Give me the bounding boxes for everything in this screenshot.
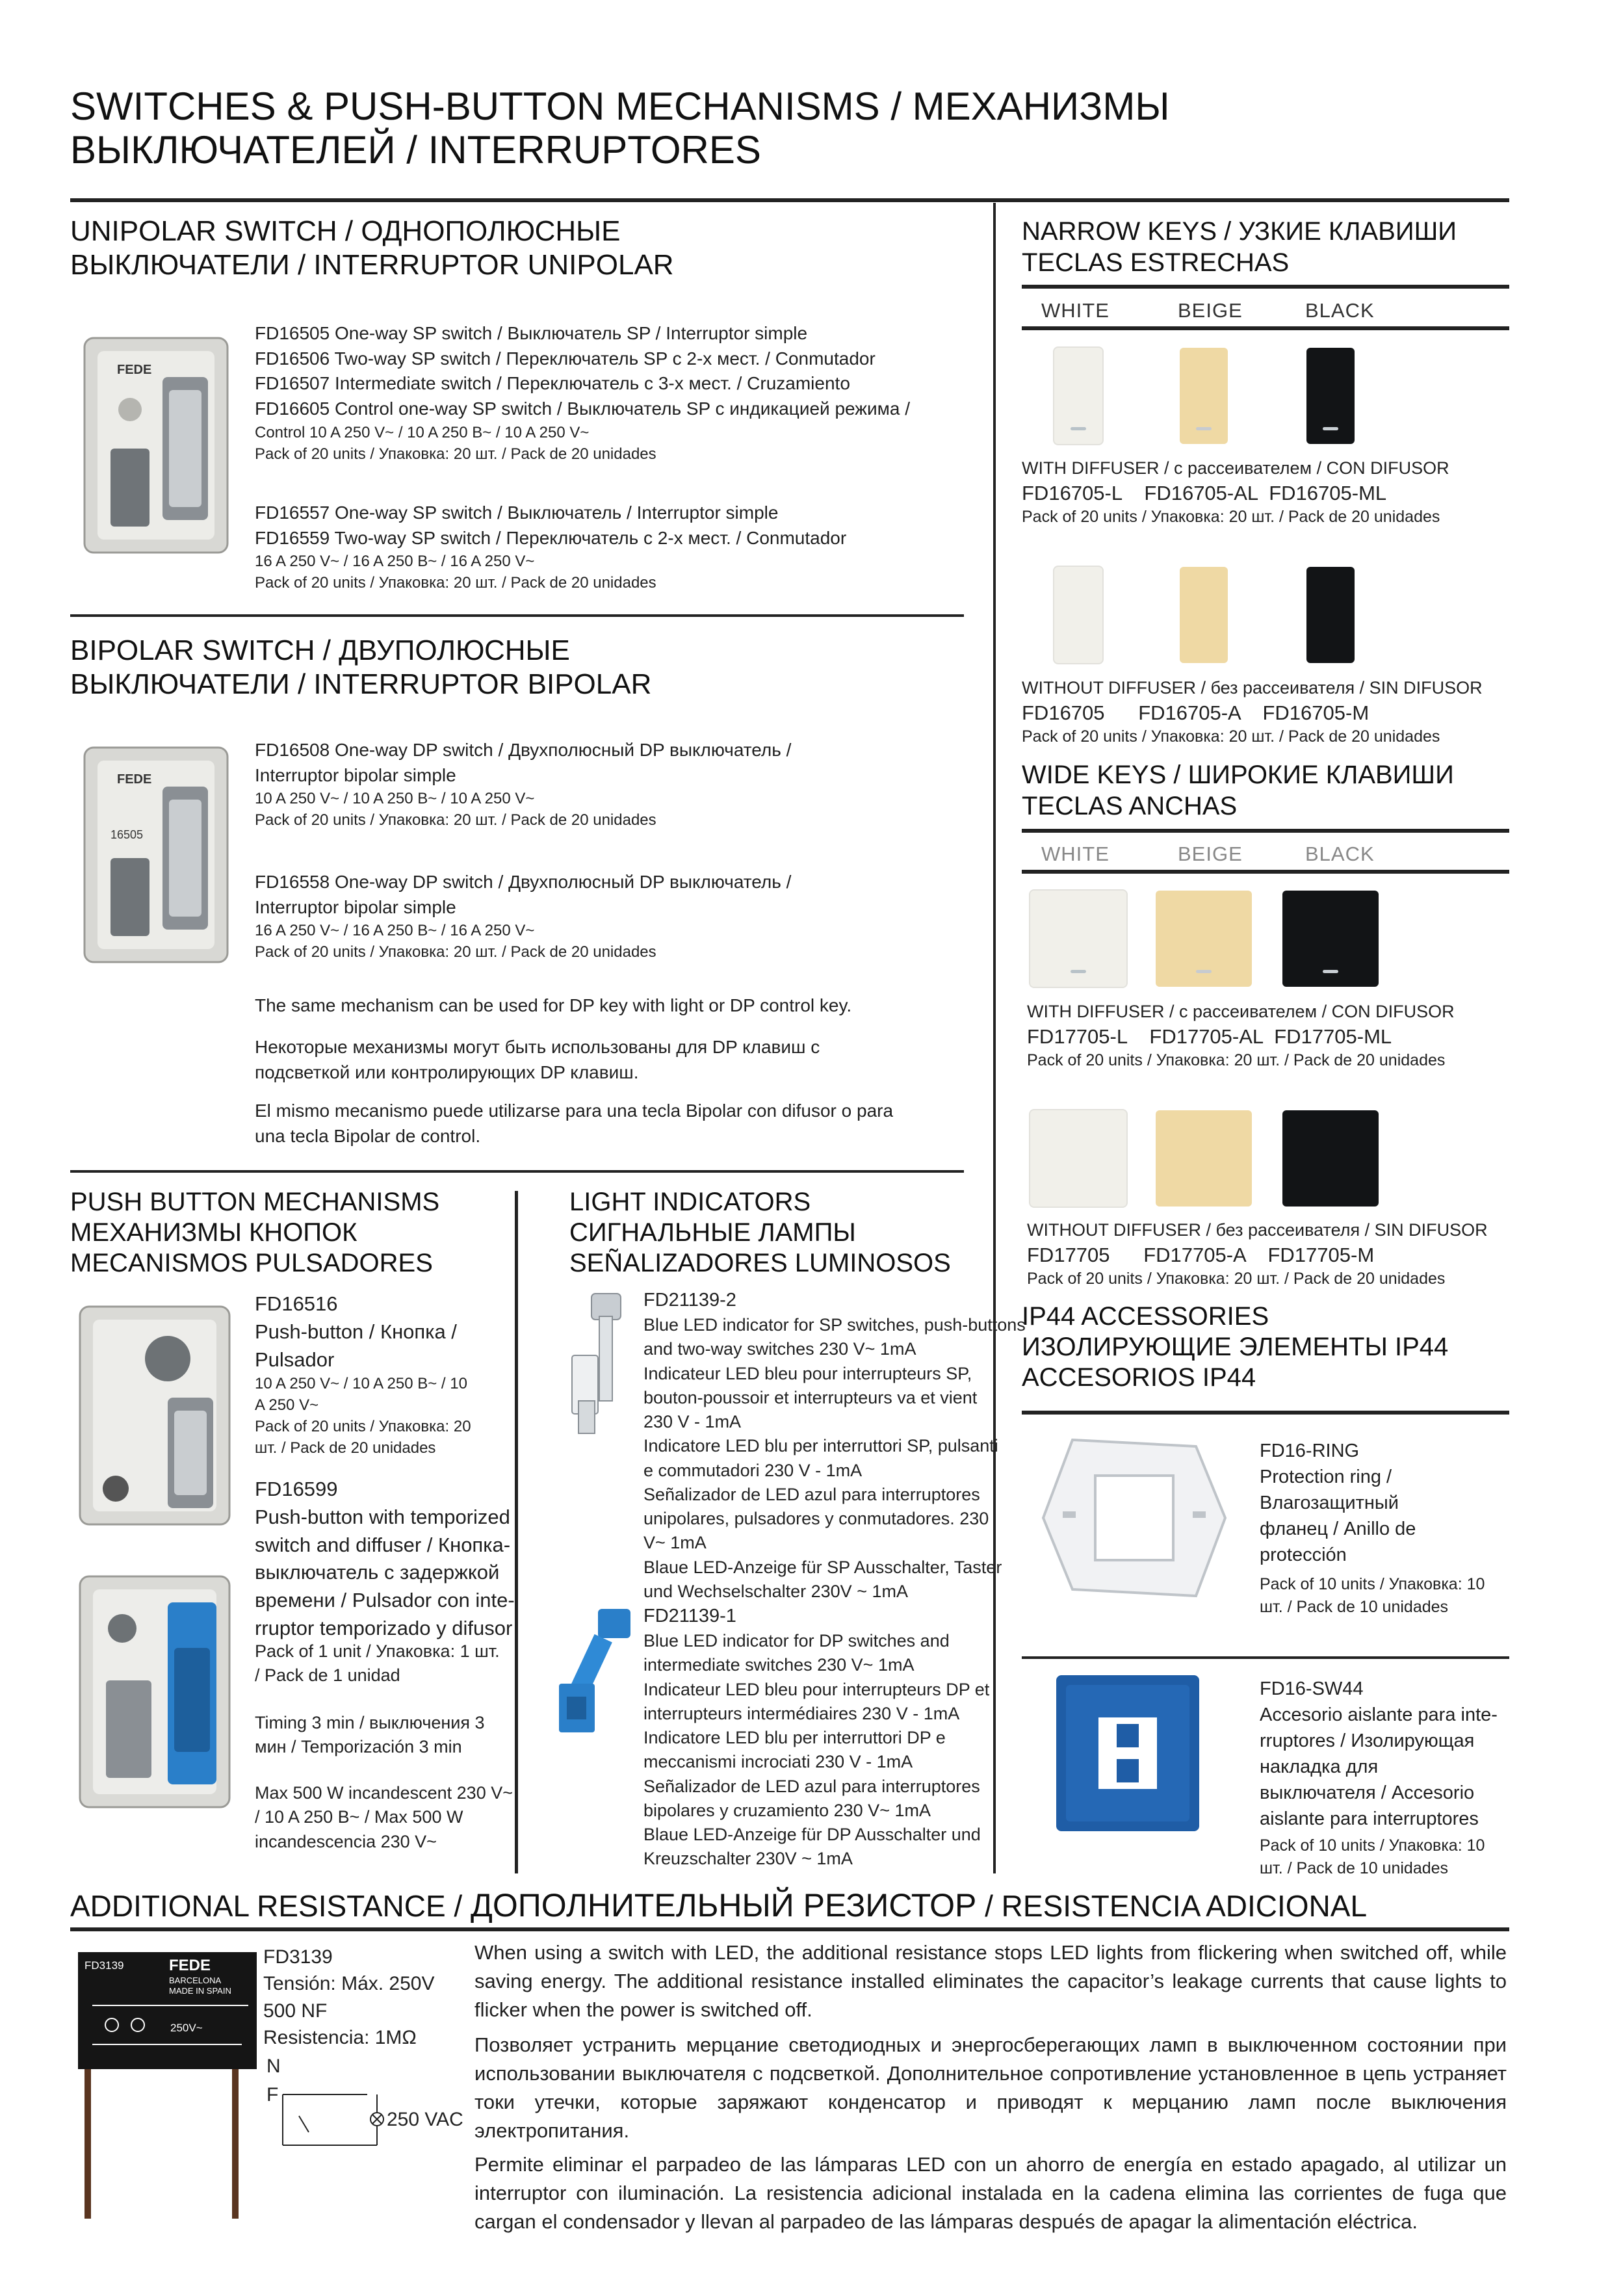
- resistance-circuit-diagram: [263, 2054, 471, 2152]
- wide-white-without-diffuser-key: [1030, 1110, 1126, 1207]
- ip44-rule-mid: [1022, 1656, 1509, 1659]
- unipolar-rule: [70, 614, 964, 617]
- bipolar-switch-image: [71, 735, 240, 975]
- narrow-beige-with-diffuser-key: [1180, 348, 1228, 444]
- indicator-dp-line: Kreuzschalter 230V ~ 1mA: [643, 1849, 853, 1869]
- bipolar-block-1: [255, 738, 791, 831]
- unipolar-line: FD16559 Two-way SP switch / Переключатель с 2-х мест. / Conmutador: [255, 527, 847, 548]
- indicators-heading: [569, 1187, 951, 1279]
- indicator-dp-line: Blue LED indicator for DP switches and: [643, 1631, 950, 1651]
- indicator-dp-code: FD21139-1: [643, 1606, 736, 1626]
- bipolar-heading-line-1: BIPOLAR SWITCH / ДВУПОЛЮСНЫЕ: [70, 634, 570, 666]
- resistance-specs: [263, 1944, 434, 2052]
- push-heading-line: МЕХАНИЗМЫ КНОПОК: [70, 1218, 357, 1247]
- wide-black-with-diffuser-key: [1282, 891, 1379, 987]
- ip44-ring: [1260, 1438, 1416, 1568]
- bipolar-note-en: [255, 993, 851, 1019]
- ip44-ring-line: Protection ring /: [1260, 1467, 1392, 1488]
- ip44-sw: [1260, 1676, 1498, 1832]
- indicator-sp: [643, 1287, 1026, 1604]
- push-p2: [255, 1476, 515, 1643]
- push-p1-small: [255, 1373, 471, 1459]
- narrow-without-label: WITHOUT DIFFUSER / без рассеивателя / SIN DIFUSOR: [1022, 678, 1483, 698]
- resistance-para-ru: Позволяет устранить мерцание светодиодных и энергосберегающих ламп в выключенном состоянии при использовании выключателя с подсветкой. Дополнительное сопротивление установленное в цепь устраняет токи утечки, которые заряжают конденсатор и приводят к мерцанию ламп после выключения электропитания.: [474, 2033, 1507, 2143]
- wide-white-with-diffuser-key: [1030, 891, 1126, 987]
- push-button-image: [70, 1300, 246, 1534]
- narrow-white-without-diffuser-key: [1054, 567, 1102, 663]
- ip44-sw-pack-line: Pack of 10 units / Упаковка: 10: [1260, 1836, 1485, 1855]
- indicator-dp-line: Señalizador de LED azul para interruptores: [643, 1776, 980, 1796]
- bipolar-rating: 10 A 250 V~ / 10 A 250 B~ / 10 A 250 V~: [255, 790, 535, 808]
- narrow-with-label: WITH DIFFUSER / с рассеивателем / CON DIFUSOR: [1022, 458, 1449, 478]
- push-p2-line: Push-button with temporized: [255, 1505, 510, 1528]
- push-heading: [70, 1187, 439, 1279]
- ip44-sw-line: aislante para interruptores: [1260, 1808, 1479, 1830]
- wide-with-pack: Pack of 20 units / Упаковка: 20 шт. / Pack de 20 unidades: [1027, 1051, 1446, 1069]
- wide-col-white: WHITE: [1041, 842, 1110, 865]
- bipolar-pack: Pack of 20 units / Упаковка: 20 шт. / Pack de 20 unidades: [255, 943, 656, 961]
- page-title-line-2: ВЫКЛЮЧАТЕЛЕЙ / INTERRUPTORES: [70, 128, 761, 172]
- indicator-sp-line: Blue LED indicator for SP switches, push-buttons: [643, 1315, 1026, 1335]
- indicator-sp-line: and two-way switches 230 V~ 1mA: [643, 1339, 916, 1359]
- bipolar-note-ru-line: подсветкой или контролирующих DP клавиш.: [255, 1062, 639, 1082]
- indicator-sp-line: Indicateur LED bleu pour interrupteurs SP,: [643, 1363, 972, 1383]
- unipolar-line: FD16506 Two-way SP switch / Переключатель SP с 2-х мест. / Conmutador: [255, 348, 876, 369]
- circuit-voltage-label: 250 VAC: [387, 2109, 463, 2130]
- ip44-ring-line: protección: [1260, 1545, 1347, 1566]
- unipolar-line: FD16507 Intermediate switch / Переключатель с 3-х мест. / Cruzamiento: [255, 373, 850, 394]
- narrow-col-black: BLACK: [1305, 299, 1375, 322]
- resistance-heading-es: / RESISTENCIA ADICIONAL: [976, 1889, 1368, 1923]
- indicator-dp-image: [552, 1606, 643, 1742]
- narrow-heading: [1022, 216, 1457, 278]
- narrow-col-white: WHITE: [1041, 299, 1110, 322]
- unipolar-rating: 16 A 250 V~ / 16 A 250 B~ / 16 A 250 V~: [255, 553, 535, 571]
- sw44-insulating-cover-image: [1053, 1672, 1202, 1834]
- narrow-with-pack: Pack of 20 units / Упаковка: 20 шт. / Pack de 20 unidades: [1022, 508, 1440, 526]
- push-p2-small-line: Pack of 1 unit / Упаковка: 1 шт.: [255, 1641, 500, 1661]
- bipolar-heading: [70, 634, 651, 701]
- push-p2-line: выключатель с задержкой: [255, 1561, 500, 1584]
- unipolar-pack: Pack of 20 units / Упаковка: 20 шт. / Pack de 20 unidades: [255, 574, 656, 592]
- push-p2-timing: [255, 1711, 485, 1760]
- bipolar-model-text: 16505: [110, 828, 144, 841]
- unipolar-rating: Control 10 A 250 V~ / 10 A 250 B~ / 10 A 250 V~: [255, 423, 590, 441]
- narrow-without-codes: FD16705 FD16705-A FD16705-M: [1022, 701, 1370, 724]
- push-heading-line: MECANISMOS PULSADORES: [70, 1249, 433, 1278]
- indicator-sp-line: Señalizador de LED azul para interruptores: [643, 1484, 980, 1504]
- resistance-spec-line: Tensión: Máx. 250V: [263, 1973, 435, 1995]
- bipolar-line: FD16508 One-way DP switch / Двухполюсный DP выключатель /: [255, 740, 792, 760]
- ip44-heading: [1022, 1301, 1448, 1394]
- narrow-heading-line: NARROW KEYS / УЗКИЕ КЛАВИШИ: [1022, 217, 1457, 246]
- push-p1-line: FD16516: [255, 1292, 338, 1315]
- wide-rule-top: [1022, 829, 1509, 833]
- narrow-col-beige: BEIGE: [1178, 299, 1243, 322]
- indicator-dp: [643, 1603, 989, 1872]
- resistance-rule: [70, 1927, 1509, 1931]
- resistance-heading: [70, 1887, 1367, 1924]
- device-voltage-text: 250V~: [170, 2022, 203, 2034]
- push-heading-line: PUSH BUTTON MECHANISMS: [70, 1188, 440, 1216]
- push-p2-max-line: Max 500 W incandescent 230 V~: [255, 1783, 513, 1803]
- ip44-ring-line: FD16-RING: [1260, 1441, 1360, 1461]
- push-p1-line: Push-button / Кнопка /: [255, 1320, 457, 1343]
- wide-without-label: WITHOUT DIFFUSER / без рассеивателя / SIN DIFUSOR: [1027, 1220, 1488, 1240]
- unipolar-line: FD16557 One-way SP switch / Выключатель / Interruptor simple: [255, 502, 779, 523]
- page-title: [70, 85, 1169, 172]
- ip44-ring-pack-line: Pack of 10 units / Упаковка: 10: [1260, 1575, 1485, 1593]
- narrow-black-without-diffuser-key: [1306, 567, 1355, 663]
- indicator-dp-line: intermediate switches 230 V~ 1mA: [643, 1655, 915, 1675]
- push-p1-small-line: шт. / Pack de 20 unidades: [255, 1439, 436, 1457]
- push-p1-small-line: A 250 V~: [255, 1396, 319, 1415]
- ip44-ring-pack-line: шт. / Pack de 10 unidades: [1260, 1597, 1449, 1616]
- wide-without-codes: FD17705 FD17705-A FD17705-M: [1027, 1244, 1375, 1266]
- resistance-device-image: [73, 1947, 268, 2226]
- bipolar-note-ru: [255, 1035, 820, 1085]
- indicator-sp-line: e commutadori 230 V - 1mA: [643, 1460, 863, 1480]
- ip44-ring-line: Влагозащитный: [1260, 1493, 1399, 1514]
- unipolar-block-2: [255, 501, 846, 594]
- narrow-rule-bottom: [1022, 326, 1509, 330]
- ip44-sw-line: rruptores / Изолирующая: [1260, 1730, 1475, 1752]
- ip44-rule-top: [1022, 1411, 1509, 1415]
- page-title-line-1: SWITCHES & PUSH-BUTTON MECHANISMS / МЕХАНИЗМЫ: [70, 85, 1170, 128]
- narrow-rule-top: [1022, 285, 1509, 289]
- ip44-sw-pack-line: шт. / Pack de 10 unidades: [1260, 1859, 1449, 1877]
- bipolar-heading-line-2: ВЫКЛЮЧАТЕЛИ / INTERRUPTOR BIPOLAR: [70, 668, 652, 700]
- bipolar-note-es-line: una tecla Bipolar de control.: [255, 1125, 481, 1146]
- resistance-spec-line: FD3139: [263, 1946, 333, 1968]
- wide-beige-without-diffuser-key: [1156, 1110, 1252, 1207]
- bipolar-brand-text: FEDE: [117, 772, 152, 787]
- ip44-heading-line: IP44 ACCESSORIES: [1022, 1302, 1269, 1331]
- narrow-black-with-diffuser-key: [1306, 348, 1355, 444]
- push-p2-small-line: / Pack de 1 unidad: [255, 1665, 400, 1686]
- push-p2-timing-line: Timing 3 min / выключения 3: [255, 1713, 485, 1732]
- ip44-sw-pack: [1260, 1834, 1485, 1879]
- push-p2-max-line: incandescencia 230 V~: [255, 1831, 437, 1851]
- unipolar-line: FD16605 Control one-way SP switch / Выключатель SP с индикацией режима /: [255, 398, 911, 419]
- unipolar-block-1: [255, 321, 910, 465]
- push-p2-line: rruptor temporizado y difusor: [255, 1616, 513, 1639]
- indicator-sp-line: bouton-poussoir et interrupteurs va et vient: [643, 1387, 978, 1407]
- push-temporized-image: [70, 1570, 246, 1817]
- unipolar-heading-line-1: UNIPOLAR SWITCH / ОДНОПОЛЮСНЫЕ: [70, 215, 621, 247]
- device-code-text: FD3139: [84, 1959, 124, 1972]
- ip44-sw-line: FD16-SW44: [1260, 1678, 1364, 1699]
- wide-beige-with-diffuser-key: [1156, 891, 1252, 987]
- push-p1: [255, 1290, 457, 1374]
- wide-col-black: BLACK: [1305, 842, 1375, 865]
- circuit-n-label: N: [266, 2055, 281, 2077]
- bipolar-rule: [70, 1170, 964, 1173]
- indicator-sp-line: V~ 1mA: [643, 1533, 707, 1553]
- resistance-heading-en: ADDITIONAL RESISTANCE /: [70, 1889, 471, 1923]
- ip44-ring-line: фланец / Anillo de: [1260, 1519, 1416, 1540]
- bipolar-line: Interruptor bipolar simple: [255, 764, 456, 785]
- push-p2-timing-line: мин / Temporización 3 min: [255, 1737, 462, 1757]
- wide-heading-line: TECLAS ANCHAS: [1022, 792, 1238, 820]
- bipolar-pack: Pack of 20 units / Упаковка: 20 шт. / Pack de 20 unidades: [255, 811, 656, 829]
- ip44-sw-line: Accesorio aislante para inte-: [1260, 1704, 1498, 1726]
- push-p2-max: [255, 1781, 513, 1854]
- push-p2-line: FD16599: [255, 1478, 338, 1500]
- narrow-white-with-diffuser-key: [1054, 348, 1102, 444]
- push-p2-line: времени / Pulsador con inte-: [255, 1589, 515, 1612]
- unipolar-brand-text: FEDE: [117, 363, 152, 377]
- push-p2-line: switch and diffuser / Кнопка-: [255, 1533, 511, 1556]
- title-rule: [70, 198, 1509, 202]
- narrow-beige-without-diffuser-key: [1180, 567, 1228, 663]
- narrow-with-codes: FD16705-L FD16705-AL FD16705-ML: [1022, 482, 1387, 504]
- wide-heading: [1022, 759, 1454, 822]
- bipolar-note-ru-line: Некоторые механизмы могут быть использованы для DP клавиш с: [255, 1037, 820, 1057]
- resistance-para-en: When using a switch with LED, the additional resistance stops LED lights from flickering when switched off, while saving energy. The additional resistance installed eliminates the capacitor’s leakage currents that cause lights to flicker when the power is switched off.: [474, 1941, 1507, 2022]
- push-p1-small-line: Pack of 20 units / Упаковка: 20: [255, 1418, 471, 1436]
- wide-with-label: WITH DIFFUSER / с рассеивателем / CON DIFUSOR: [1027, 1002, 1455, 1021]
- indicators-heading-line: СИГНАЛЬНЫЕ ЛАМПЫ: [569, 1218, 856, 1247]
- resistance-heading-ru: ДОПОЛНИТЕЛЬНЫЙ РЕЗИСТОР: [471, 1887, 977, 1924]
- indicators-heading-line: SEÑALIZADORES LUMINOSOS: [569, 1249, 951, 1278]
- ip44-heading-line: ACCESORIOS IP44: [1022, 1363, 1256, 1392]
- unipolar-pack: Pack of 20 units / Упаковка: 20 шт. / Pack de 20 unidades: [255, 445, 656, 463]
- bipolar-line: FD16558 One-way DP switch / Двухполюсный DP выключатель /: [255, 872, 792, 892]
- push-p2-max-line: / 10 A 250 B~ / Max 500 W: [255, 1807, 463, 1827]
- indicator-dp-line: meccanismi incrociati 230 V - 1mA: [643, 1752, 913, 1772]
- bipolar-note-es: [255, 1099, 893, 1149]
- bipolar-line: Interruptor bipolar simple: [255, 896, 456, 917]
- ip44-ring-pack: [1260, 1573, 1485, 1618]
- wide-heading-line: WIDE KEYS / ШИРОКИЕ КЛАВИШИ: [1022, 761, 1454, 789]
- bipolar-note-es-line: El mismo mecanismo puede utilizarse para una tecla Bipolar con difusor o para: [255, 1101, 894, 1121]
- indicator-sp-image: [559, 1290, 643, 1440]
- indicator-sp-line: Indicatore LED blu per interruttori SP, pulsanti: [643, 1436, 998, 1456]
- indicator-sp-code: FD21139-2: [643, 1290, 736, 1311]
- bipolar-rating: 16 A 250 V~ / 16 A 250 B~ / 16 A 250 V~: [255, 922, 535, 940]
- indicator-dp-line: Blaue LED-Anzeige für DP Ausschalter und: [643, 1825, 981, 1845]
- push-indicators-divider: [515, 1191, 518, 1873]
- wide-black-without-diffuser-key: [1282, 1110, 1379, 1207]
- bipolar-note-en-text: The same mechanism can be used for DP key with light or DP control key.: [255, 995, 852, 1015]
- ip44-sw-line: накладка для: [1260, 1756, 1379, 1778]
- column-divider: [993, 203, 996, 1873]
- unipolar-switch-image: [71, 325, 240, 566]
- wide-without-pack: Pack of 20 units / Упаковка: 20 шт. / Pack de 20 unidades: [1027, 1270, 1446, 1288]
- push-p2-small: [255, 1639, 500, 1688]
- unipolar-heading: [70, 215, 674, 282]
- device-city-text: BARCELONA: [169, 1976, 222, 1985]
- bipolar-block-2: [255, 870, 791, 963]
- wide-col-beige: BEIGE: [1178, 842, 1243, 865]
- device-made-text: MADE IN SPAIN: [169, 1986, 231, 1996]
- resistance-spec-line: 500 NF: [263, 2000, 328, 2022]
- indicators-heading-line: LIGHT INDICATORS: [569, 1188, 811, 1216]
- indicator-sp-line: Blaue LED-Anzeige für SP Ausschalter, Taster: [643, 1557, 1002, 1577]
- indicator-dp-line: bipolares y cruzamiento 230 V~ 1mA: [643, 1800, 931, 1820]
- indicator-sp-line: unipolares, pulsadores y conmutadores. 230: [643, 1509, 989, 1529]
- ip44-heading-line: ИЗОЛИРУЮЩИЕ ЭЛЕМЕНТЫ IP44: [1022, 1333, 1449, 1362]
- circuit-f-label: F: [266, 2084, 279, 2106]
- resistance-para-es: Permite eliminar el parpadeo de las lámparas LED con un ahorro de energía en estado apagado, al utilizar un interruptor con iluminación. La resistencia adicional instalada en la cadena elimina las corrientes de fuga que cargan el condensador y llevan al parpadeo de las lámparas después de apagar la alimentación eléctrica.: [474, 2153, 1507, 2234]
- device-brand-text: FEDE: [169, 1957, 211, 1974]
- ip44-sw-line: выключателя / Accesorio: [1260, 1782, 1475, 1804]
- indicator-dp-line: Indicateur LED bleu pour interrupteurs DP et: [643, 1679, 990, 1699]
- unipolar-line: FD16505 One-way SP switch / Выключатель SP / Interruptor simple: [255, 323, 808, 343]
- protection-ring-image: [1033, 1427, 1235, 1609]
- indicator-dp-line: Indicatore LED blu per interruttori DP e: [643, 1728, 946, 1748]
- indicator-sp-line: und Wechselschalter 230V ~ 1mA: [643, 1581, 908, 1601]
- resistance-spec-line: Resistencia: 1MΩ: [263, 2027, 417, 2049]
- wide-rule-bottom: [1022, 870, 1509, 874]
- narrow-heading-line: TECLAS ESTRECHAS: [1022, 248, 1290, 277]
- push-p1-small-line: 10 A 250 V~ / 10 A 250 B~ / 10: [255, 1375, 467, 1392]
- wide-with-codes: FD17705-L FD17705-AL FD17705-ML: [1027, 1025, 1392, 1048]
- narrow-without-pack: Pack of 20 units / Упаковка: 20 шт. / Pack de 20 unidades: [1022, 727, 1440, 746]
- indicator-dp-line: interrupteurs intermédiaires 230 V - 1mA: [643, 1703, 960, 1723]
- indicator-sp-line: 230 V - 1mA: [643, 1412, 742, 1432]
- push-p1-line: Pulsador: [255, 1348, 335, 1371]
- unipolar-heading-line-2: ВЫКЛЮЧАТЕЛИ / INTERRUPTOR UNIPOLAR: [70, 248, 674, 281]
